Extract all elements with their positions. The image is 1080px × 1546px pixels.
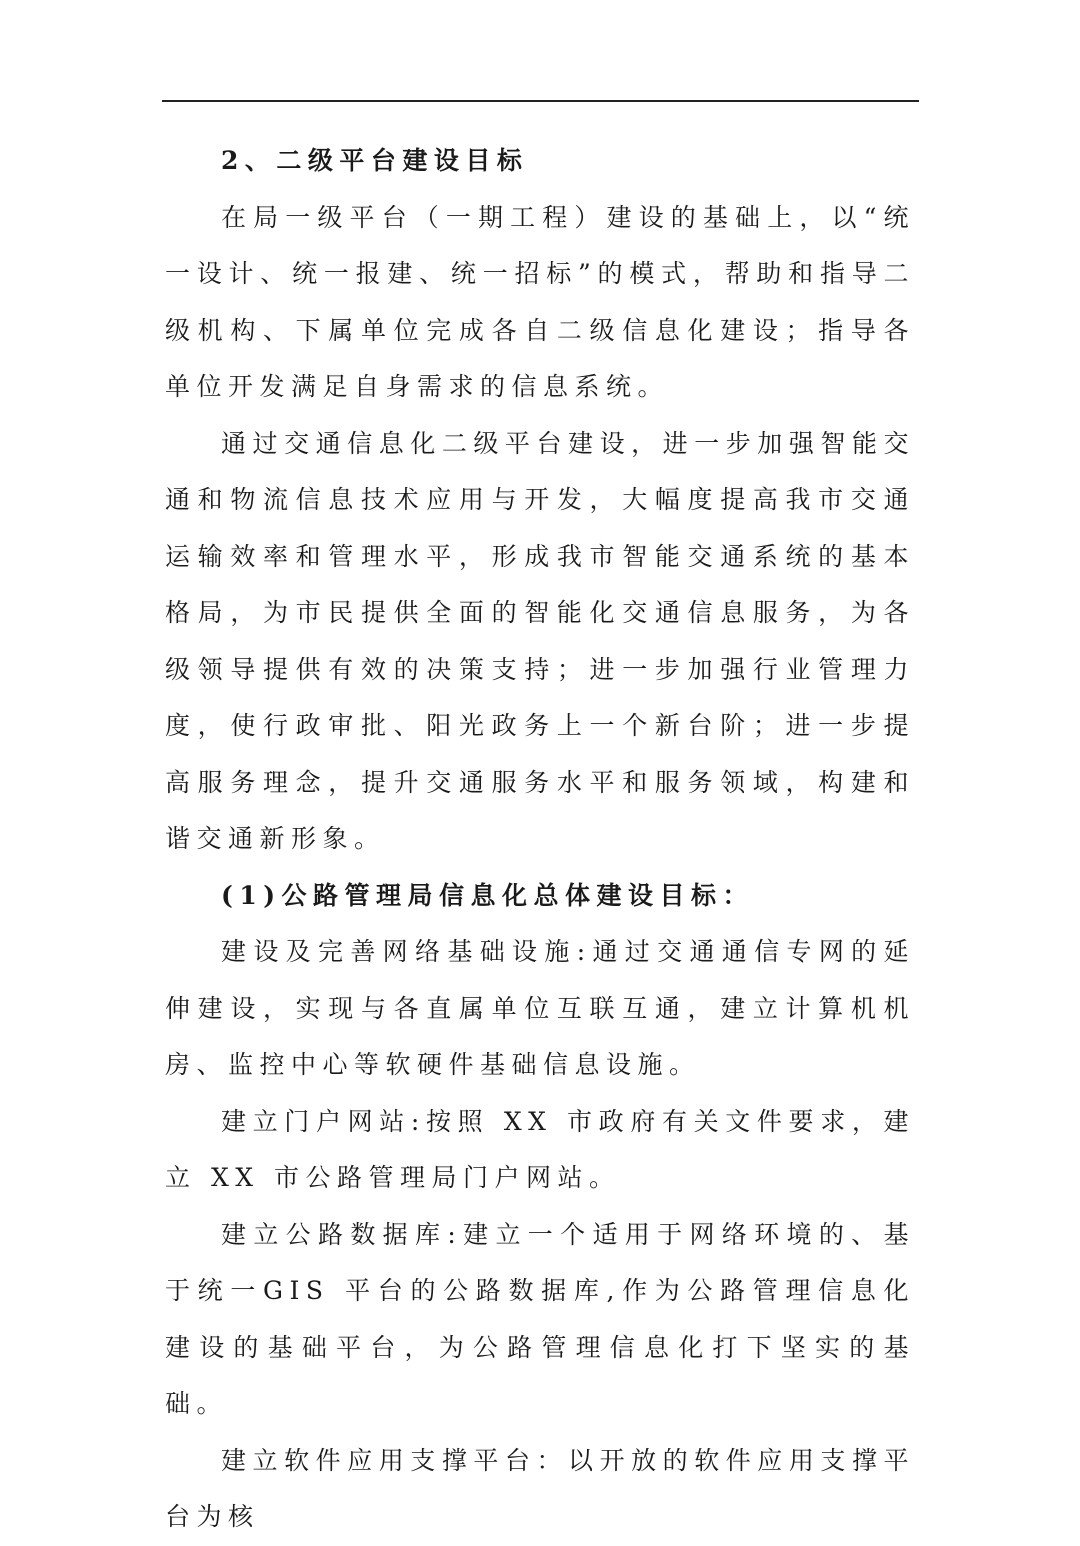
list-item: 建立公路数据库:建立一个适用于网络环境的、基于统一GIS 平台的公路数据库,作为公路管理信息化建设的基础平台，为公路管理信息化打下坚实的基础。 [165, 1219, 915, 1418]
paragraph: 在局一级平台（一期工程）建设的基础上，以“统一设计、统一报建、统一招标”的模式，帮助和指导二级机构、下属单位完成各自二级信息化建设；指导各单位开发满足自身需求的信息系统。 [165, 202, 915, 401]
paragraph: 通过交通信息化二级平台建设，进一步加强智能交通和物流信息技术应用与开发，大幅度提高我市交通运输效率和管理水平，形成我市智能交通系统的基本格局，为市民提供全面的智能化交通信息服务，为各级领导提供有效的决策支持；进一步加强行业管理力度，使行政审批、阳光政务上一个新台阶；进一步提高服务理念，提升交通服务水平和服务领域，构建和谐交通新形象。 [165, 428, 915, 853]
subheading: (1)公路管理局信息化总体建设目标： [221, 880, 755, 910]
list-item: 建立门户网站:按照 XX 市政府有关文件要求，建立 XX 市公路管理局门户网站。 [165, 1106, 915, 1192]
list-item: 建立软件应用支撑平台：以开放的软件应用支撑平台为核 [165, 1445, 915, 1531]
list-item: 建设及完善网络基础设施:通过交通通信专网的延伸建设，实现与各直属单位互联互通，建立计算机机房、监控中心等软硬件基础信息设施。 [165, 937, 915, 1079]
header-rule [162, 100, 919, 102]
document-body [165, 133, 915, 1546]
section-heading: 2、二级平台建设目标 [221, 146, 529, 175]
